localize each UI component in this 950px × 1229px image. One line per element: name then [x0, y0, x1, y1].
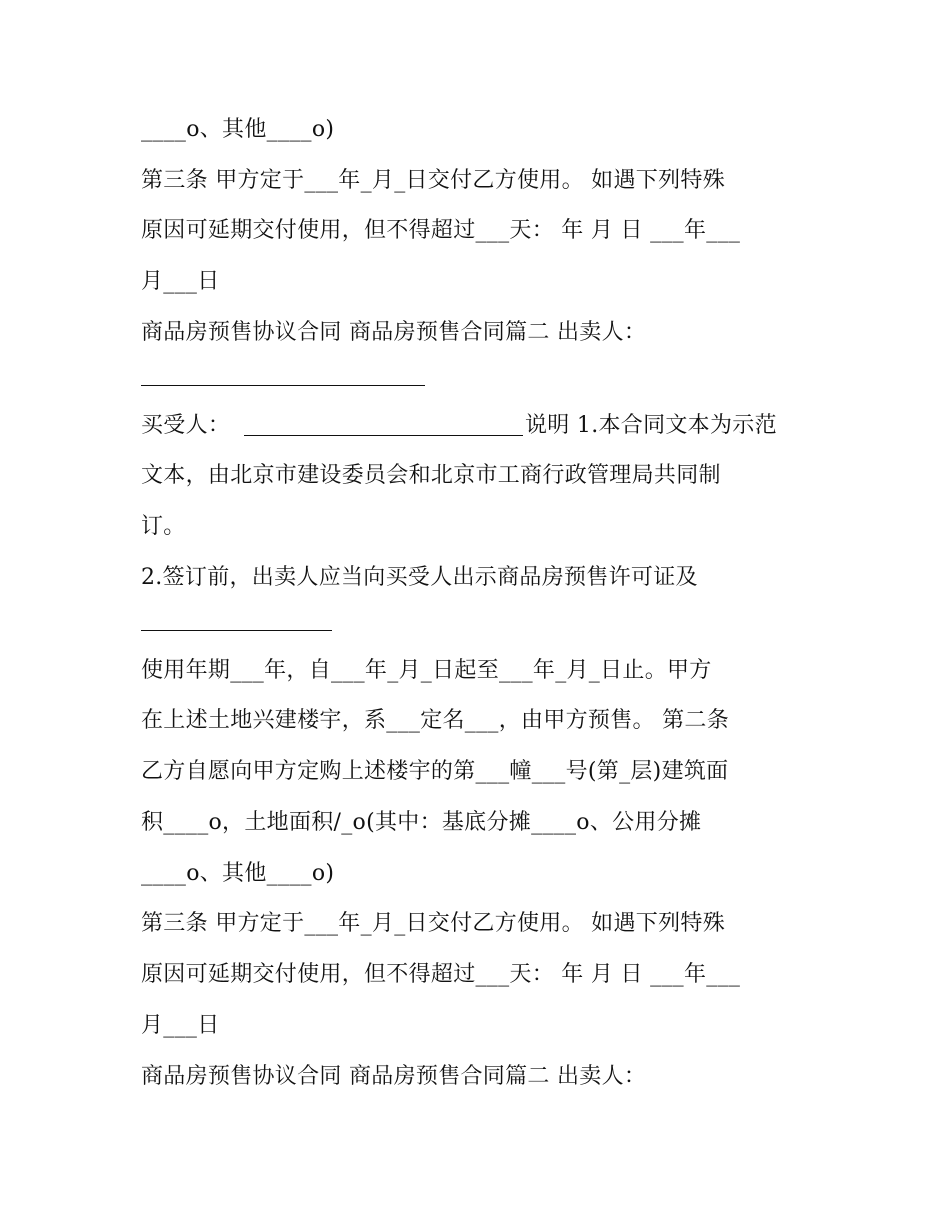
text-line: 买受人： — [141, 413, 231, 438]
text-line: 商品房预售协议合同 商品房预售合同篇二 出卖人： — [141, 1064, 647, 1089]
text-line: 在上述土地兴建楼宇，系___定名___，由甲方预售。 第二条 — [141, 708, 729, 733]
text-line: ____o、其他____o) — [141, 117, 335, 142]
text-line: 月___日 — [141, 1013, 220, 1038]
permit-blank-line — [141, 630, 332, 631]
text-line: 2.签订前，出卖人应当向买受人出示商品房预售许可证及 — [141, 565, 698, 590]
text-line: 积____o，土地面积/_o(其中：基底分摊____o、公用分摊 — [141, 810, 702, 835]
text-line: 第三条 甲方定于___年_月_日交付乙方使用。 如遇下列特殊 — [141, 168, 725, 193]
buyer-blank-line — [244, 435, 523, 436]
signature-blank-line — [141, 385, 425, 386]
text-line: 说明 1.本合同文本为示范 — [525, 413, 777, 438]
text-line: 商品房预售协议合同 商品房预售合同篇二 出卖人： — [141, 320, 647, 345]
text-line: 原因可延期交付使用，但不得超过___天： 年 月 日 ___年___ — [141, 218, 741, 243]
text-line: 乙方自愿向甲方定购上述楼宇的第___幢___号(第_层)建筑面 — [141, 759, 729, 784]
text-line: ____o、其他____o) — [141, 861, 335, 886]
text-line: 使用年期___年，自___年_月_日起至___年_月_日止。甲方 — [141, 658, 712, 683]
text-line: 第三条 甲方定于___年_月_日交付乙方使用。 如遇下列特殊 — [141, 911, 725, 936]
text-line: 订。 — [141, 514, 186, 539]
text-line: 原因可延期交付使用，但不得超过___天： 年 月 日 ___年___ — [141, 962, 741, 987]
text-line: 文本，由北京市建设委员会和北京市工商行政管理局共同制 — [141, 463, 721, 488]
text-line: 月___日 — [141, 269, 220, 294]
